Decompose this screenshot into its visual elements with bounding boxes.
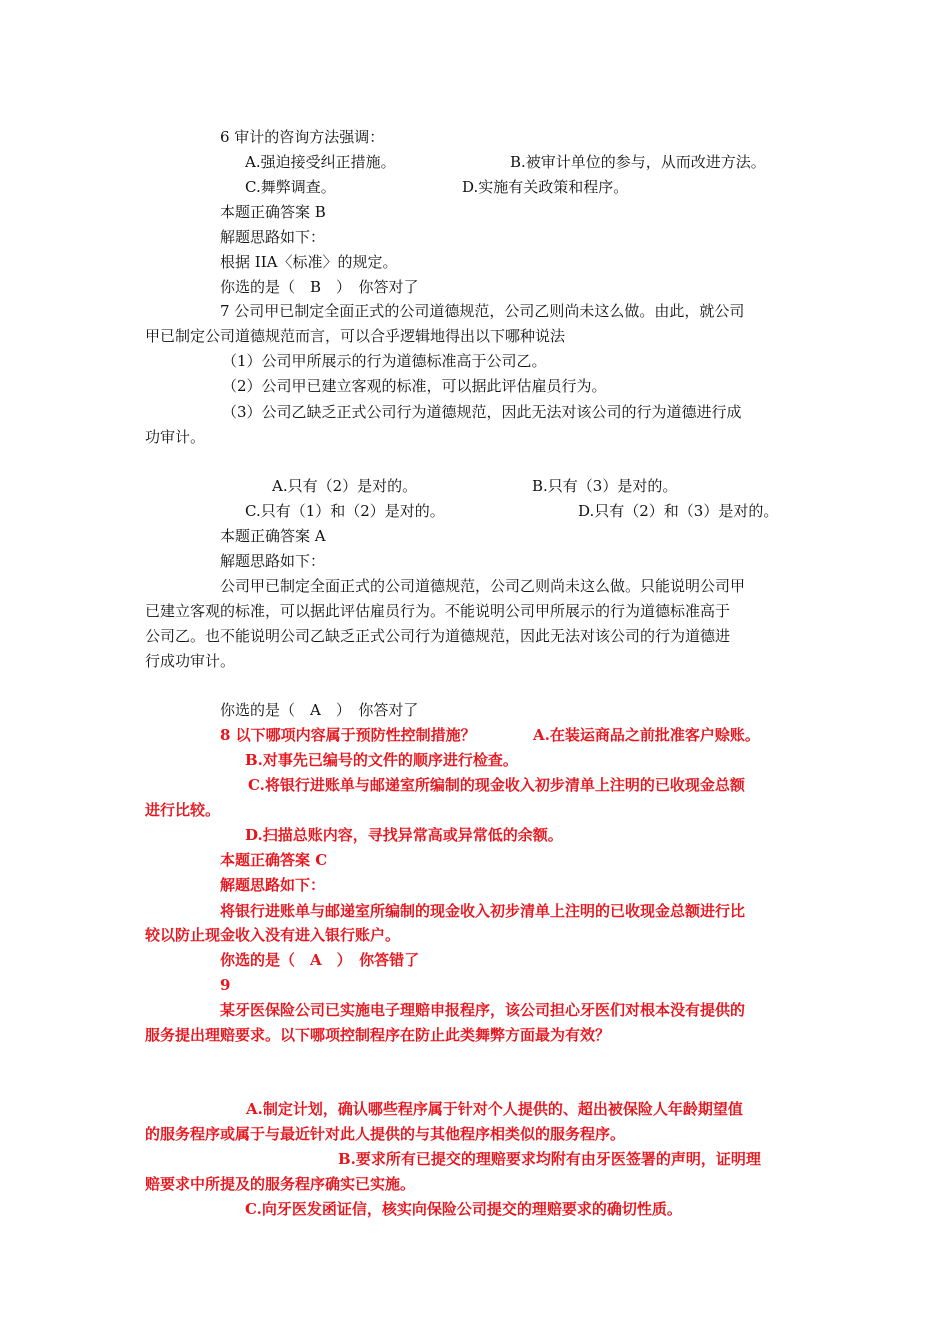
q9-option-c: C.向牙医发函证信，核实向保险公司提交的理赔要求的确切性质。 — [245, 1200, 682, 1218]
q7-item3-line1: （3）公司乙缺乏正式公司行为道德规范，因此无法对该公司的行为道德进行成 — [222, 403, 742, 421]
q6-stem: 6 审计的咨询方法强调： — [220, 128, 385, 146]
q8-option-a: A.在装运商品之前批准客户赊账。 — [533, 726, 760, 744]
q7-stem-line1: 7 公司甲已制定全面正式的公司道德规范，公司乙则尚未这么做。由此，就公司 — [220, 302, 745, 320]
q7-option-b: B.只有（3）是对的。 — [532, 477, 678, 495]
q6-option-a: A.强迫接受纠正措施。 — [245, 153, 396, 171]
q8-option-c-line2: 进行比较。 — [145, 801, 221, 819]
q7-answer: 本题正确答案 A — [220, 527, 326, 545]
q7-reasoning-line3: 公司乙。也不能说明公司乙缺乏正式公司行为道德规范，因此无法对该公司的行为道德进 — [145, 627, 731, 645]
q8-option-b: B.对事先已编号的文件的顺序进行检查。 — [245, 751, 518, 769]
q7-item1: （1）公司甲所展示的行为道德标准高于公司乙。 — [222, 352, 547, 370]
q7-item3-line2: 功审计。 — [145, 428, 206, 446]
q6-option-c: C.舞弊调查。 — [245, 178, 336, 196]
q7-option-a: A.只有（2）是对的。 — [272, 477, 418, 495]
q7-reasoning-line2: 已建立客观的标准，可以据此评估雇员行为。不能说明公司甲所展示的行为道德标准高于 — [145, 602, 731, 620]
q6-reasoning: 根据 IIA〈标准〉的规定。 — [220, 253, 398, 271]
q8-stem: 8 以下哪项内容属于预防性控制措施？ — [220, 726, 476, 744]
q7-stem-line2: 甲已制定公司道德规范而言，可以合乎逻辑地得出以下哪种说法 — [145, 327, 566, 345]
q7-item2: （2）公司甲已建立客观的标准，可以据此评估雇员行为。 — [222, 377, 607, 395]
q8-reasoning-title: 解题思路如下： — [220, 876, 326, 894]
q9-stem-line1: 某牙医保险公司已实施电子理赔申报程序，该公司担心牙医们对根本没有提供的 — [220, 1001, 746, 1019]
q8-reasoning-line2: 较以防止现金收入没有进入银行账户。 — [145, 926, 401, 944]
q9-option-a-line2: 的服务程序或属于与最近针对此人提供的与其他程序相类似的服务程序。 — [145, 1125, 626, 1143]
q8-selected: 你选的是（ A ） 你答错了 — [220, 951, 420, 969]
q9-option-b-line2: 赔要求中所提及的服务程序确实已实施。 — [145, 1175, 416, 1193]
q9-option-a-line1: A.制定计划，确认哪些程序属于针对个人提供的、超出被保险人年龄期望值 — [246, 1100, 743, 1118]
q7-reasoning-line1: 公司甲已制定全面正式的公司道德规范，公司乙则尚未这么做。只能说明公司甲 — [220, 577, 746, 595]
q6-option-b: B.被审计单位的参与，从而改进方法。 — [510, 153, 766, 171]
q9-number: 9 — [220, 976, 231, 994]
q8-reasoning-line1: 将银行进账单与邮递室所编制的现金收入初步清单上注明的已收现金总额进行比 — [220, 902, 746, 920]
q8-option-c-line1: C.将银行进账单与邮递室所编制的现金收入初步清单上注明的已收现金总额 — [248, 776, 745, 794]
q6-option-d: D.实施有关政策和程序。 — [462, 178, 629, 196]
q7-option-d: D.只有（2）和（3）是对的。 — [578, 502, 779, 520]
q7-selected: 你选的是（ A ） 你答对了 — [220, 701, 419, 719]
q9-stem-line2: 服务提出理赔要求。以下哪项控制程序在防止此类舞弊方面最为有效？ — [145, 1026, 611, 1044]
q7-option-c: C.只有（1）和（2）是对的。 — [245, 502, 445, 520]
q8-option-d: D.扫描总账内容，寻找异常高或异常低的余额。 — [245, 826, 563, 844]
q8-answer: 本题正确答案 C — [220, 851, 328, 869]
q9-option-b-line1: B.要求所有已提交的理赔要求均附有由牙医签署的声明，证明理 — [338, 1150, 761, 1168]
q6-reasoning-title: 解题思路如下： — [220, 228, 326, 246]
q7-reasoning-line4: 行成功审计。 — [145, 652, 236, 670]
q6-answer: 本题正确答案 B — [220, 203, 326, 221]
q7-reasoning-title: 解题思路如下： — [220, 552, 326, 570]
q6-selected: 你选的是（ B ） 你答对了 — [220, 278, 419, 296]
